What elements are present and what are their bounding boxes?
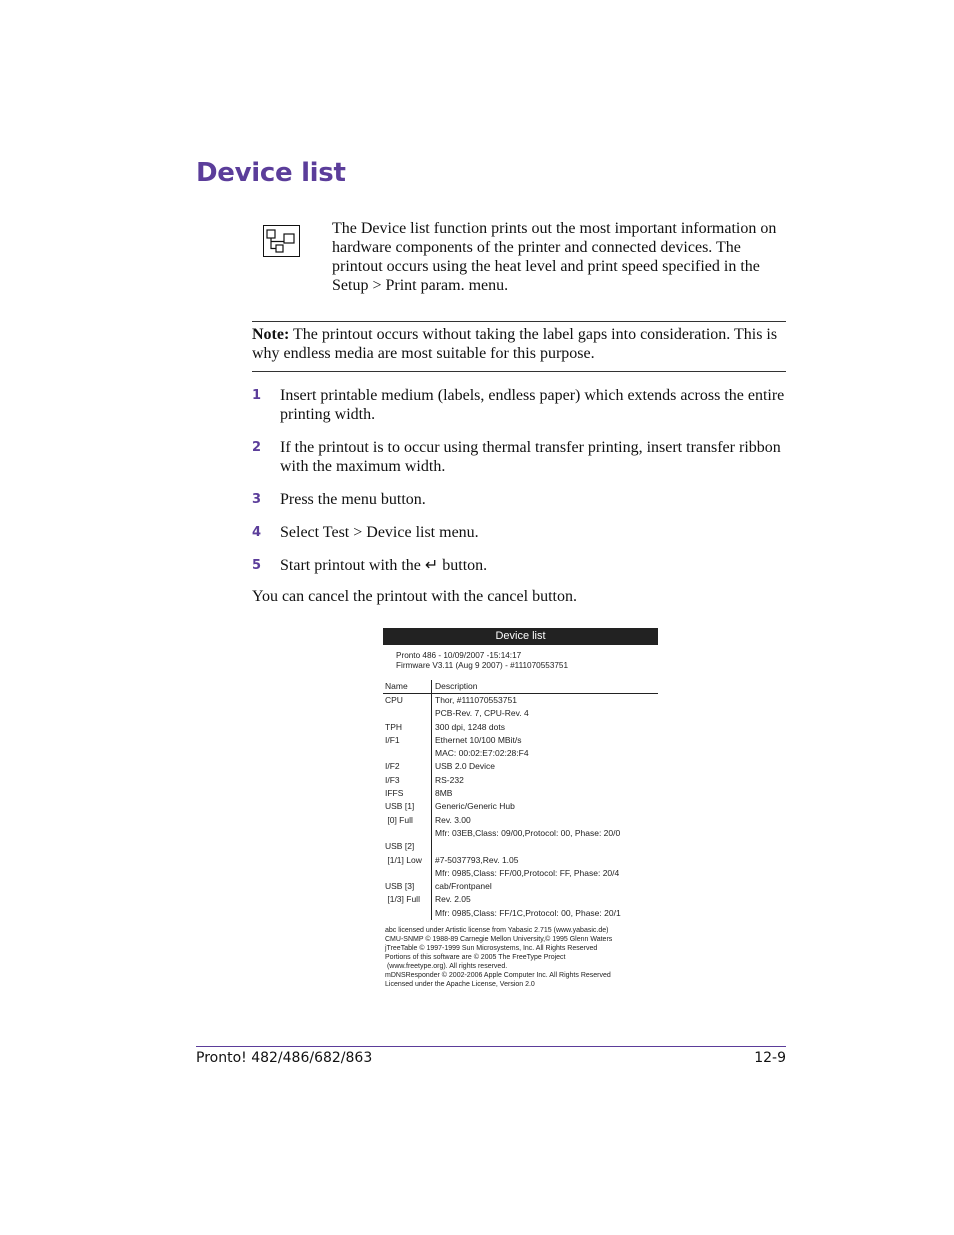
- device-name-cell: I/F1: [383, 734, 432, 747]
- device-description-cell: Mfr: 0985,Class: FF/00,Protocol: FF, Phase: 20/4: [435, 867, 620, 878]
- step-text: Press the menu button.: [280, 491, 426, 508]
- footer-product-name: Pronto! 482/486/682/863: [196, 1050, 373, 1066]
- note-top-rule: [252, 321, 786, 322]
- printout-info-line: Firmware V3.11 (Aug 9 2007) - #111070553751: [396, 661, 569, 670]
- note-label: Note:: [252, 326, 290, 343]
- note-text: The printout occurs without taking the label gaps into consideration. This is why endless media are most suitable for this purpose.: [252, 326, 778, 362]
- step-number: 1: [252, 388, 262, 403]
- cancel-paragraph: You can cancel the printout with the cancel button.: [252, 588, 577, 605]
- device-description-cell: MAC: 00:02:E7:02:28:F4: [435, 748, 529, 759]
- table-row: [383, 880, 658, 893]
- device-description-cell: PCB-Rev. 7, CPU-Rev. 4: [435, 708, 529, 719]
- device-name-cell: [383, 747, 432, 760]
- device-name-cell: IFFS: [383, 787, 432, 800]
- device-description-cell: 8MB: [435, 788, 453, 799]
- footer-rule: [196, 1046, 786, 1047]
- device-name-cell: [383, 907, 432, 920]
- device-description-cell: #7-5037793,Rev. 1.05: [435, 854, 519, 865]
- device-description-cell: 300 dpi, 1248 dots: [435, 721, 505, 732]
- device-list-printout: [383, 628, 658, 989]
- intro-paragraph: The Device list function prints out the most important information on hardware components of the printer and connected devices. The printout occurs using the heat level and print speed specified in the Setup > Print param. menu.: [332, 220, 777, 294]
- printout-info-line: Pronto 486 - 10/09/2007 -15:14:17: [396, 651, 522, 660]
- column-header-description: Description: [435, 681, 478, 691]
- list-item: [252, 438, 786, 476]
- license-line: mDNSResponder © 2002-2006 Apple Computer Inc. All Rights Reserved: [385, 972, 611, 980]
- table-row: [383, 840, 658, 853]
- table-row: [383, 774, 658, 787]
- device-description-cell: Mfr: 0985,Class: FF/1C,Protocol: 00, Phase: 20/1: [435, 907, 621, 918]
- footer-page-number: 12-9: [754, 1050, 786, 1066]
- device-name-cell: [0] Full: [383, 814, 432, 827]
- device-name-cell: USB [1]: [383, 800, 432, 813]
- table-row: [383, 734, 658, 747]
- printout-license: [385, 926, 658, 989]
- step-text: Start printout with the ↵ button.: [280, 557, 488, 574]
- note-bottom-rule: [252, 371, 786, 372]
- license-line: (www.freetype.org). All rights reserved.: [385, 963, 508, 971]
- table-row: [383, 800, 658, 813]
- license-line: CMU-SNMP © 1988-89 Carnegie Mellon University,© 1995 Glenn Waters: [385, 936, 613, 944]
- device-description-cell: Rev. 3.00: [435, 814, 471, 825]
- device-description-cell: USB 2.0 Device: [435, 761, 495, 772]
- device-description-cell: Mfr: 03EB,Class: 09/00,Protocol: 00, Phase: 20/0: [435, 827, 621, 838]
- step-text: Insert printable medium (labels, endless paper) which extends across the entire printing width.: [280, 387, 785, 423]
- table-row: [383, 854, 658, 867]
- table-row: [383, 707, 658, 720]
- device-description-cell: [432, 840, 658, 853]
- device-name-cell: USB [3]: [383, 880, 432, 893]
- printout-table-body: [383, 694, 658, 920]
- printout-title-bar: Device list: [383, 628, 658, 645]
- printout-table-header: [383, 680, 658, 694]
- page-footer: [196, 1050, 786, 1066]
- table-row: [383, 907, 658, 920]
- license-line: jTreeTable © 1997-1999 Sun Microsystems, Inc. All Rights Reserved: [385, 945, 598, 953]
- device-description-cell: Rev. 2.05: [435, 894, 471, 905]
- device-description-cell: RS-232: [435, 774, 464, 785]
- device-name-cell: I/F2: [383, 760, 432, 773]
- step-number: 2: [252, 440, 262, 455]
- list-item: [252, 386, 786, 424]
- list-item: [252, 490, 786, 509]
- device-description-cell: Thor, #111070553751: [435, 695, 517, 705]
- device-name-cell: USB [2]: [383, 840, 432, 853]
- page-title: Device list: [196, 158, 346, 188]
- table-row: [383, 814, 658, 827]
- table-row: [383, 721, 658, 734]
- printout-info: [396, 651, 658, 671]
- device-tree-icon: [263, 225, 300, 257]
- table-row: [383, 747, 658, 760]
- device-name-cell: I/F3: [383, 774, 432, 787]
- device-name-cell: CPU: [383, 694, 432, 707]
- step-number: 4: [252, 525, 262, 540]
- printout-table: [383, 680, 658, 920]
- column-header-name: Name: [383, 680, 432, 693]
- table-row: [383, 827, 658, 840]
- note-paragraph: [252, 325, 786, 363]
- device-description-cell: cab/Frontpanel: [435, 881, 492, 892]
- license-line: Portions of this software are © 2005 The FreeType Project: [385, 954, 566, 962]
- step-number: 3: [252, 492, 262, 507]
- device-name-cell: [383, 707, 432, 720]
- device-name-cell: [383, 827, 432, 840]
- table-row: [383, 787, 658, 800]
- list-item: [252, 523, 786, 542]
- table-row: [383, 893, 658, 906]
- license-line: abc licensed under Artistic license from Yabasic 2.715 (www.yabasic.de): [385, 927, 609, 935]
- step-text: Select Test > Device list menu.: [280, 524, 479, 541]
- device-description-cell: Generic/Generic Hub: [435, 801, 515, 812]
- table-row: [383, 694, 658, 707]
- license-line: Licensed under the Apache License, Version 2.0: [385, 981, 535, 989]
- device-name-cell: [1/1] Low: [383, 854, 432, 867]
- device-description-cell: Ethernet 10/100 MBit/s: [435, 734, 522, 745]
- step-number: 5: [252, 558, 262, 573]
- table-row: [383, 760, 658, 773]
- step-list: [252, 386, 786, 575]
- device-name-cell: TPH: [383, 721, 432, 734]
- device-name-cell: [383, 867, 432, 880]
- device-name-cell: [1/3] Full: [383, 893, 432, 906]
- list-item: [252, 556, 786, 575]
- table-row: [383, 867, 658, 880]
- step-text: If the printout is to occur using thermal transfer printing, insert transfer ribbon with the maximum width.: [280, 439, 781, 475]
